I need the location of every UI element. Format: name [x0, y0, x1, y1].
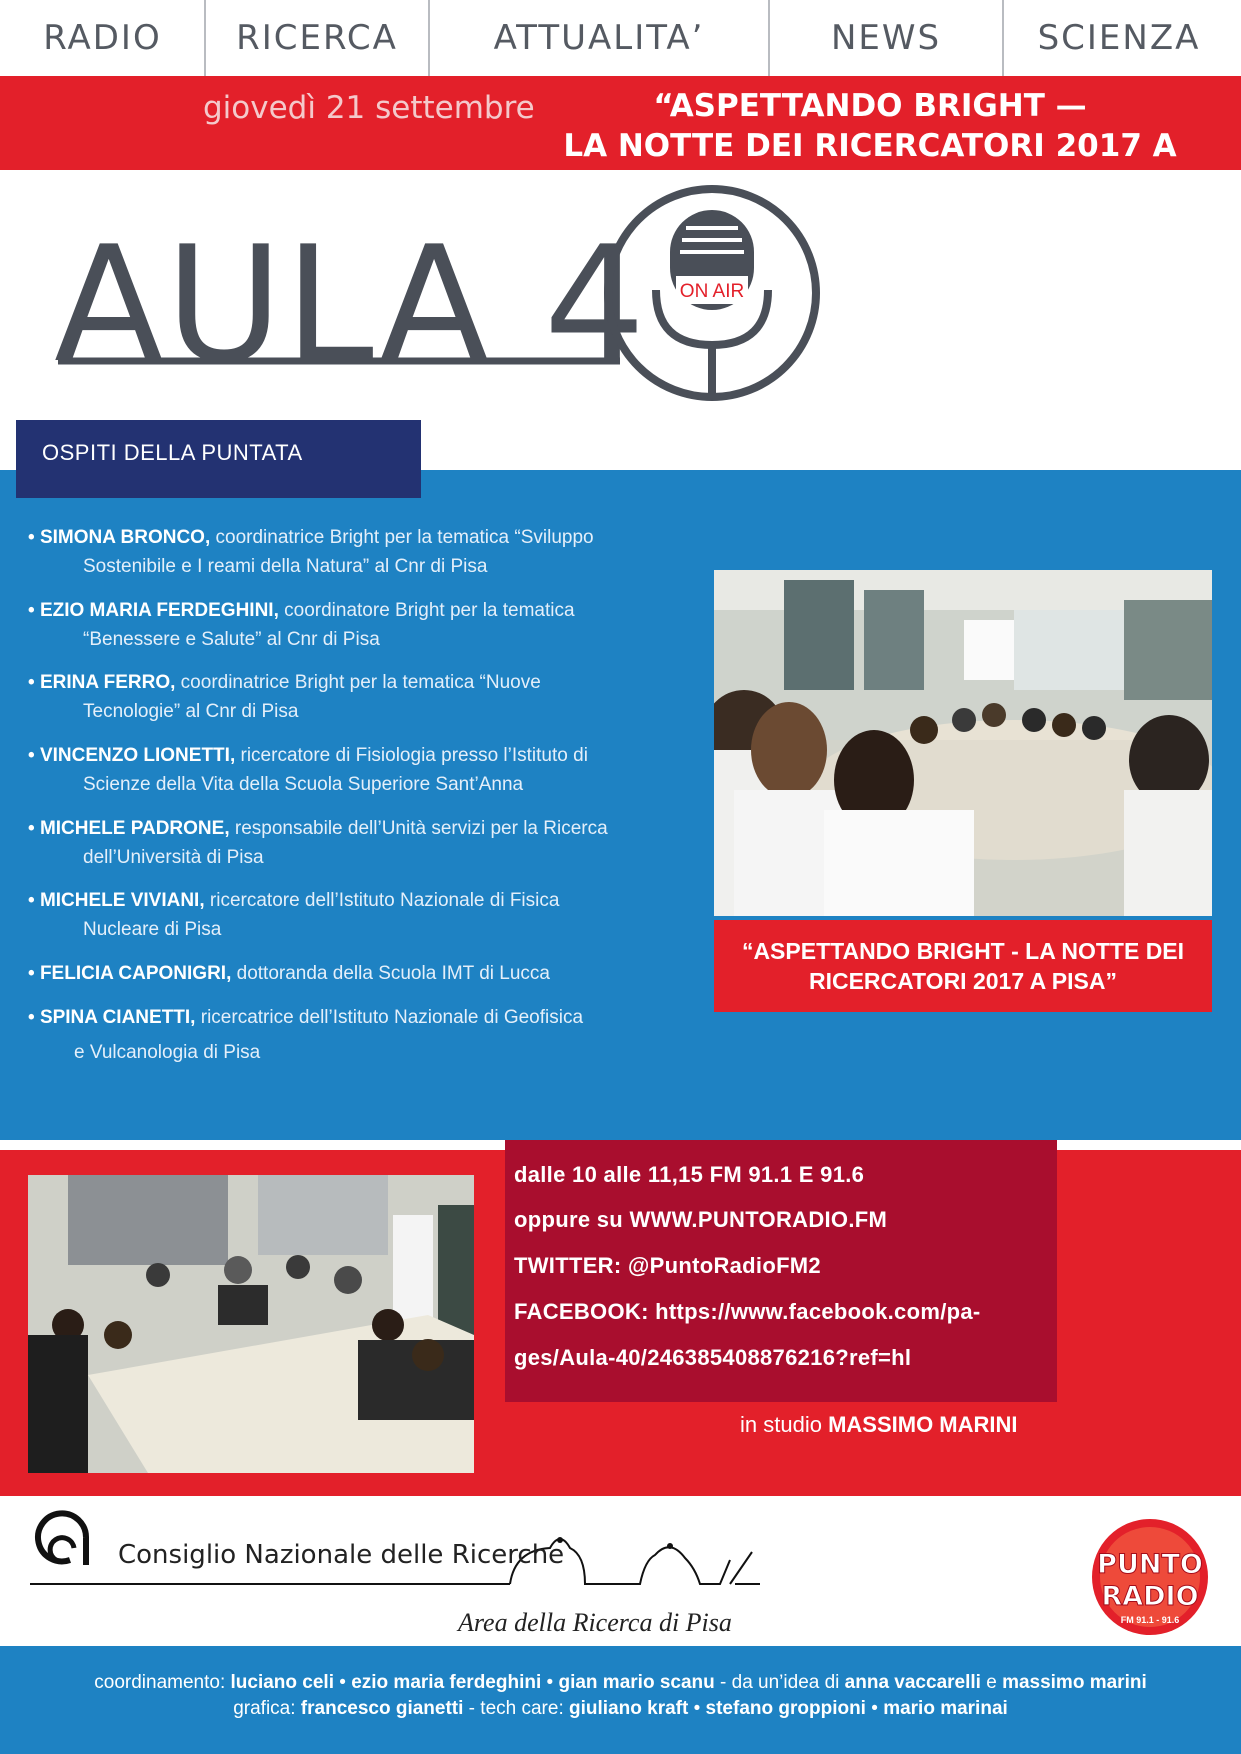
- guest-item: • FELICIA CAPONIGRI, dottoranda della Scuola IMT di Lucca: [28, 963, 550, 984]
- website-link[interactable]: oppure su WWW.PUNTORADIO.FM: [514, 1207, 888, 1232]
- host-name: MASSIMO MARINI: [828, 1412, 1018, 1437]
- on-air-badge: ON AIR: [679, 281, 745, 302]
- guest-role: ricercatore di Fisiologia presso l’Istituto di: [235, 745, 588, 766]
- guest-role-cont: Nucleare di Pisa: [83, 919, 222, 940]
- microphone-icon: [656, 210, 768, 397]
- credits-line-1: coordinamento: luciano celi • ezio maria ferdeghini • gian mario scanu - da un’idea di anna vaccarelli e massimo marini: [94, 1672, 1147, 1693]
- guest-name: SIMONA BRONCO,: [39, 527, 211, 548]
- guest-name: MICHELE PADRONE,: [39, 818, 230, 839]
- logo-text: AULA 4: [54, 211, 648, 398]
- nav-item-attualita[interactable]: ATTUALITA’: [493, 18, 705, 58]
- nav-item-ricerca[interactable]: RICERCA: [236, 18, 398, 58]
- guest-name: MICHELE VIVIANI,: [39, 890, 205, 911]
- guest-role: ricercatore dell’Istituto Nazionale di Fisica: [204, 890, 560, 911]
- guest-name: VINCENZO LIONETTI,: [39, 745, 236, 766]
- guest-role-cont: e Vulcanologia di Pisa: [74, 1042, 261, 1063]
- top-nav: [0, 0, 1241, 76]
- guest-item: • MICHELE PADRONE, responsabile dell’Unità servizi per la Ricerca dell’Università di Pisa: [28, 814, 688, 872]
- guest-name: SPINA CIANETTI,: [39, 1007, 196, 1028]
- punto-radio-logo: [1088, 1515, 1212, 1639]
- guest-item: • MICHELE VIVIANI, ricercatore dell’Istituto Nazionale di Fisica Nucleare di Pisa: [28, 886, 688, 944]
- cnr-name: Consiglio Nazionale delle Ricerche: [118, 1540, 565, 1570]
- headline-line-2: LA NOTTE DEI RICERCATORI 2017 A PISA”: [563, 128, 1177, 204]
- photo-caption: [714, 920, 1212, 1012]
- headline-line-1: “ASPETTANDO BRIGHT —: [653, 88, 1087, 124]
- cnr-area: Area della Ricerca di Pisa: [458, 1608, 732, 1637]
- credits-line-2: grafica: francesco gianetti - tech care: giuliano kraft • stefano groppioni • mario marinai: [233, 1698, 1008, 1719]
- guest-role: coordinatrice Bright per la tematica “Sviluppo: [210, 527, 594, 548]
- punto-radio-freq: FM 91.1 - 91.6: [1120, 1615, 1180, 1625]
- guest-item: • ERINA FERRO, coordinatrice Bright per la tematica “Nuove Tecnologie” al Cnr di Pisa: [28, 668, 688, 726]
- photo-caption-line-1: “ASPETTANDO BRIGHT - LA NOTTE DEI: [741, 938, 1185, 964]
- guest-name: EZIO MARIA FERDEGHINI,: [39, 600, 279, 621]
- guest-item: • VINCENZO LIONETTI, ricercatore di Fisiologia presso l’Istituto di Scienze della Vita della Scuola Superiore Sant’Anna: [28, 741, 688, 799]
- broadcast-time: dalle 10 alle 11,15 FM 91.1 E 91.6: [514, 1162, 865, 1187]
- guest-role: responsabile dell’Unità servizi per la Ricerca: [229, 818, 608, 839]
- punto-radio-line-1: PUNTO: [1097, 1549, 1203, 1580]
- photo-caption-line-2: RICERCATORI 2017 A PISA”: [808, 968, 1117, 994]
- nav-item-news[interactable]: NEWS: [830, 18, 942, 58]
- guest-item: • SPINA CIANETTI, ricercatrice dell’Istituto Nazionale di Geofisica e Vulcanologia di Pisa: [28, 1003, 688, 1067]
- facebook-link-line-2[interactable]: ges/Aula-40/246385408876216?ref=hl: [514, 1345, 912, 1370]
- guest-name: ERINA FERRO,: [39, 672, 176, 693]
- guests-title: OSPITI DELLA PUNTATA: [42, 440, 303, 465]
- guest-item: • SIMONA BRONCO, coordinatrice Bright per la tematica “Sviluppo Sostenibile e I reami della Natura” al Cnr di Pisa: [28, 523, 688, 581]
- guest-name: FELICIA CAPONIGRI,: [39, 963, 232, 984]
- guest-role: ricercatrice dell’Istituto Nazionale di Geofisica: [195, 1007, 584, 1028]
- facebook-link-line-1[interactable]: FACEBOOK: https://www.facebook.com/pa-: [514, 1299, 981, 1324]
- guest-role: dottoranda della Scuola IMT di Lucca: [231, 963, 550, 984]
- event-date: giovedì 21 settembre: [203, 90, 535, 126]
- guest-role-cont: Tecnologie” al Cnr di Pisa: [83, 701, 299, 722]
- guest-item: • EZIO MARIA FERDEGHINI, coordinatore Bright per la tematica “Benessere e Salute” al Cnr di Pisa: [28, 596, 688, 654]
- guest-role: coordinatore Bright per la tematica: [278, 600, 575, 621]
- nav-item-scienza[interactable]: SCIENZA: [1037, 18, 1201, 58]
- studio-host: [740, 1412, 1018, 1438]
- guest-role: coordinatrice Bright per la tematica “Nuove: [175, 672, 541, 693]
- nav-item-radio[interactable]: RADIO: [43, 18, 162, 58]
- studio-prefix: in studio: [740, 1412, 829, 1437]
- guest-role-cont: “Benessere e Salute” al Cnr di Pisa: [83, 629, 380, 650]
- aula-40-logo: [40, 180, 830, 410]
- meeting-room-photo: [714, 570, 1212, 916]
- guest-role-cont: Sostenibile e I reami della Natura” al Cnr di Pisa: [83, 556, 488, 577]
- radio-studio-photo: [28, 1175, 474, 1473]
- twitter-link[interactable]: TWITTER: @PuntoRadioFM2: [514, 1253, 821, 1278]
- guest-role-cont: Scienze della Vita della Scuola Superiore Sant’Anna: [83, 774, 524, 795]
- guest-role-cont: dell’Università di Pisa: [83, 847, 264, 868]
- punto-radio-line-2: RADIO: [1101, 1581, 1199, 1612]
